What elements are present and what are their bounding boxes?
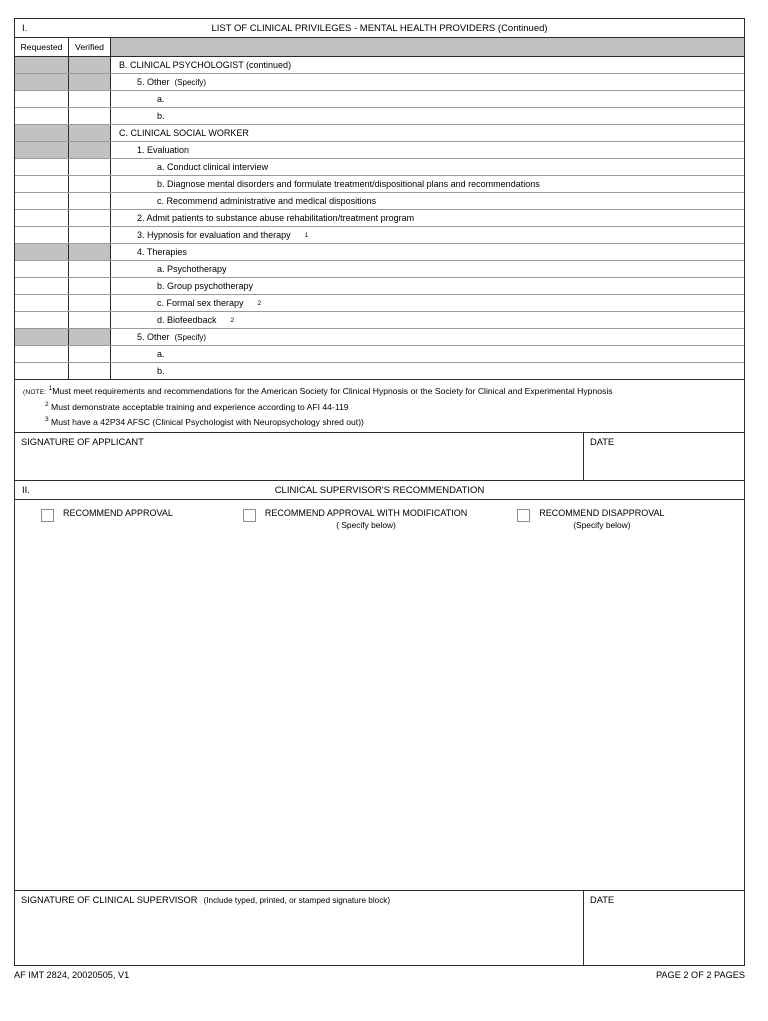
privilege-row <box>15 176 744 193</box>
verified-checkbox-cell[interactable] <box>69 193 111 209</box>
privilege-specify-note: (Specify) <box>174 332 207 342</box>
privilege-label: b. Diagnose mental disorders and formulate treatment/dispositional plans and recommendations <box>111 176 744 192</box>
applicant-date-label: DATE <box>590 437 615 448</box>
privilege-row <box>15 210 744 227</box>
verified-checkbox-cell[interactable] <box>69 108 111 124</box>
privilege-label: d. Biofeedback 2 <box>111 312 744 328</box>
footnotes-block <box>15 380 744 433</box>
clinical-privileges-form <box>14 18 745 966</box>
requested-checkbox-cell[interactable] <box>15 312 69 328</box>
page-footer <box>14 970 745 980</box>
footnote-marker: 2 <box>257 299 262 307</box>
supervisor-signature-hint: (Include typed, printed, or stamped signature block) <box>203 896 391 906</box>
verified-checkbox-cell[interactable] <box>69 312 111 328</box>
footnote-text: Must have a 42P34 AFSC (Clinical Psychologist with Neuropsychology shred out)) <box>48 416 364 427</box>
column-header-requested: Requested <box>15 38 69 56</box>
column-header-row <box>15 38 744 57</box>
privilege-label: c. Formal sex therapy 2 <box>111 295 744 311</box>
privilege-row <box>15 74 744 91</box>
requested-checkbox-cell[interactable] <box>15 210 69 226</box>
verified-checkbox-cell <box>69 57 111 73</box>
privilege-label: b. <box>111 108 744 124</box>
privilege-row <box>15 244 744 261</box>
recommendation-option[interactable] <box>243 508 467 540</box>
applicant-date-field[interactable] <box>584 433 744 480</box>
column-header-spacer <box>111 38 744 56</box>
privilege-label: a. <box>111 91 744 107</box>
privilege-label: c. Recommend administrative and medical dispositions <box>111 193 744 209</box>
footnote-line <box>21 383 738 399</box>
requested-checkbox-cell <box>15 125 69 141</box>
requested-checkbox-cell[interactable] <box>15 278 69 294</box>
column-header-verified: Verified <box>69 38 111 56</box>
supervisor-signature-field[interactable] <box>15 891 584 965</box>
footnote-text: Must demonstrate acceptable training and experience according to AFI 44-119 <box>48 402 349 413</box>
requested-checkbox-cell[interactable] <box>15 193 69 209</box>
recommendation-checkbox[interactable] <box>41 509 54 522</box>
recommendation-comments-area[interactable] <box>15 540 744 890</box>
verified-checkbox-cell[interactable] <box>69 210 111 226</box>
privilege-label: 1. Evaluation <box>111 142 744 158</box>
privilege-row <box>15 346 744 363</box>
requested-checkbox-cell[interactable] <box>15 363 69 379</box>
verified-checkbox-cell[interactable] <box>69 278 111 294</box>
verified-checkbox-cell <box>69 74 111 90</box>
verified-checkbox-cell <box>69 142 111 158</box>
applicant-signature-field[interactable] <box>15 433 584 480</box>
privilege-label: 5. Other (Specify) <box>111 74 744 90</box>
recommendation-label: RECOMMEND APPROVAL WITH MODIFICATION <box>264 508 468 519</box>
requested-checkbox-cell[interactable] <box>15 176 69 192</box>
recommendation-checkbox[interactable] <box>517 509 530 522</box>
privilege-label: C. CLINICAL SOCIAL WORKER <box>111 125 744 141</box>
applicant-signature-label: SIGNATURE OF APPLICANT <box>21 437 144 448</box>
privilege-label: a. Conduct clinical interview <box>111 159 744 175</box>
recommendation-sublabel: (Specify below) <box>573 520 631 531</box>
privilege-list <box>15 57 744 380</box>
privilege-row <box>15 91 744 108</box>
requested-checkbox-cell <box>15 244 69 260</box>
supervisor-date-label: DATE <box>590 895 615 906</box>
recommendation-label: RECOMMEND APPROVAL <box>63 508 173 519</box>
supervisor-signature-label: SIGNATURE OF CLINICAL SUPERVISOR <box>21 895 198 906</box>
recommendation-sublabel: ( Specify below) <box>336 520 396 531</box>
requested-checkbox-cell[interactable] <box>15 261 69 277</box>
privilege-label: a. Psychotherapy <box>111 261 744 277</box>
section-two-title: CLINICAL SUPERVISOR'S RECOMMENDATION <box>274 484 485 496</box>
requested-checkbox-cell <box>15 142 69 158</box>
verified-checkbox-cell <box>69 244 111 260</box>
verified-checkbox-cell[interactable] <box>69 159 111 175</box>
privilege-row <box>15 159 744 176</box>
privilege-row <box>15 295 744 312</box>
footnote-text: Must meet requirements and recommendations for the American Society for Clinical Hypnosis or the Society for Clinical and Experimental Hypnosis <box>52 385 613 396</box>
footnote-number: 2 <box>45 401 49 409</box>
requested-checkbox-cell <box>15 74 69 90</box>
privilege-label: B. CLINICAL PSYCHOLOGIST (continued) <box>111 57 744 73</box>
section-one-title: LIST OF CLINICAL PRIVILEGES - MENTAL HEALTH PROVIDERS (Continued) <box>211 22 548 34</box>
verified-checkbox-cell <box>69 329 111 345</box>
privilege-row <box>15 278 744 295</box>
requested-checkbox-cell[interactable] <box>15 346 69 362</box>
footnote-marker: 1 <box>304 231 309 239</box>
recommendation-option[interactable] <box>517 508 664 540</box>
privilege-row <box>15 227 744 244</box>
section-two-header <box>15 481 744 500</box>
recommendation-option[interactable] <box>41 508 173 540</box>
privilege-row <box>15 57 744 74</box>
verified-checkbox-cell[interactable] <box>69 363 111 379</box>
note-tag: (NOTE: <box>23 388 49 396</box>
privilege-row <box>15 312 744 329</box>
requested-checkbox-cell[interactable] <box>15 159 69 175</box>
footnote-line <box>21 399 738 413</box>
footnote-number: 1 <box>48 385 53 392</box>
requested-checkbox-cell <box>15 329 69 345</box>
privilege-row <box>15 193 744 210</box>
footnote-line <box>21 414 738 428</box>
privilege-label: 4. Therapies <box>111 244 744 260</box>
recommendation-options <box>15 500 744 540</box>
verified-checkbox-cell[interactable] <box>69 295 111 311</box>
privilege-row <box>15 261 744 278</box>
requested-checkbox-cell[interactable] <box>15 108 69 124</box>
privilege-label: b. <box>111 363 744 379</box>
page-number: PAGE 2 OF 2 PAGES <box>655 970 745 980</box>
requested-checkbox-cell[interactable] <box>15 227 69 243</box>
requested-checkbox-cell[interactable] <box>15 91 69 107</box>
privilege-specify-note: (Specify) <box>174 77 207 87</box>
requested-checkbox-cell[interactable] <box>15 295 69 311</box>
recommendation-label: RECOMMEND DISAPPROVAL <box>539 508 665 519</box>
privilege-row <box>15 108 744 125</box>
privilege-label: b. Group psychotherapy <box>111 278 744 294</box>
privilege-row <box>15 125 744 142</box>
verified-checkbox-cell[interactable] <box>69 176 111 192</box>
verified-checkbox-cell[interactable] <box>69 261 111 277</box>
privilege-row <box>15 329 744 346</box>
privilege-label: 2. Admit patients to substance abuse rehabilitation/treatment program <box>111 210 744 226</box>
verified-checkbox-cell[interactable] <box>69 91 111 107</box>
privilege-label: 3. Hypnosis for evaluation and therapy 1 <box>111 227 744 243</box>
applicant-signature-row <box>15 433 744 481</box>
section-one-number: I. <box>22 22 28 34</box>
footnote-marker: 2 <box>230 316 235 324</box>
privilege-label: a. <box>111 346 744 362</box>
supervisor-signature-row <box>15 890 744 965</box>
supervisor-date-field[interactable] <box>584 891 744 965</box>
section-one-header <box>15 19 744 38</box>
verified-checkbox-cell <box>69 125 111 141</box>
privilege-row <box>15 142 744 159</box>
section-two-number: II. <box>22 484 30 496</box>
privilege-row <box>15 363 744 380</box>
form-identifier: AF IMT 2824, 20020505, V1 <box>14 970 130 980</box>
verified-checkbox-cell[interactable] <box>69 346 111 362</box>
requested-checkbox-cell <box>15 57 69 73</box>
recommendation-checkbox[interactable] <box>243 509 256 522</box>
footnote-number: 3 <box>45 415 49 423</box>
verified-checkbox-cell[interactable] <box>69 227 111 243</box>
privilege-label: 5. Other (Specify) <box>111 329 744 345</box>
